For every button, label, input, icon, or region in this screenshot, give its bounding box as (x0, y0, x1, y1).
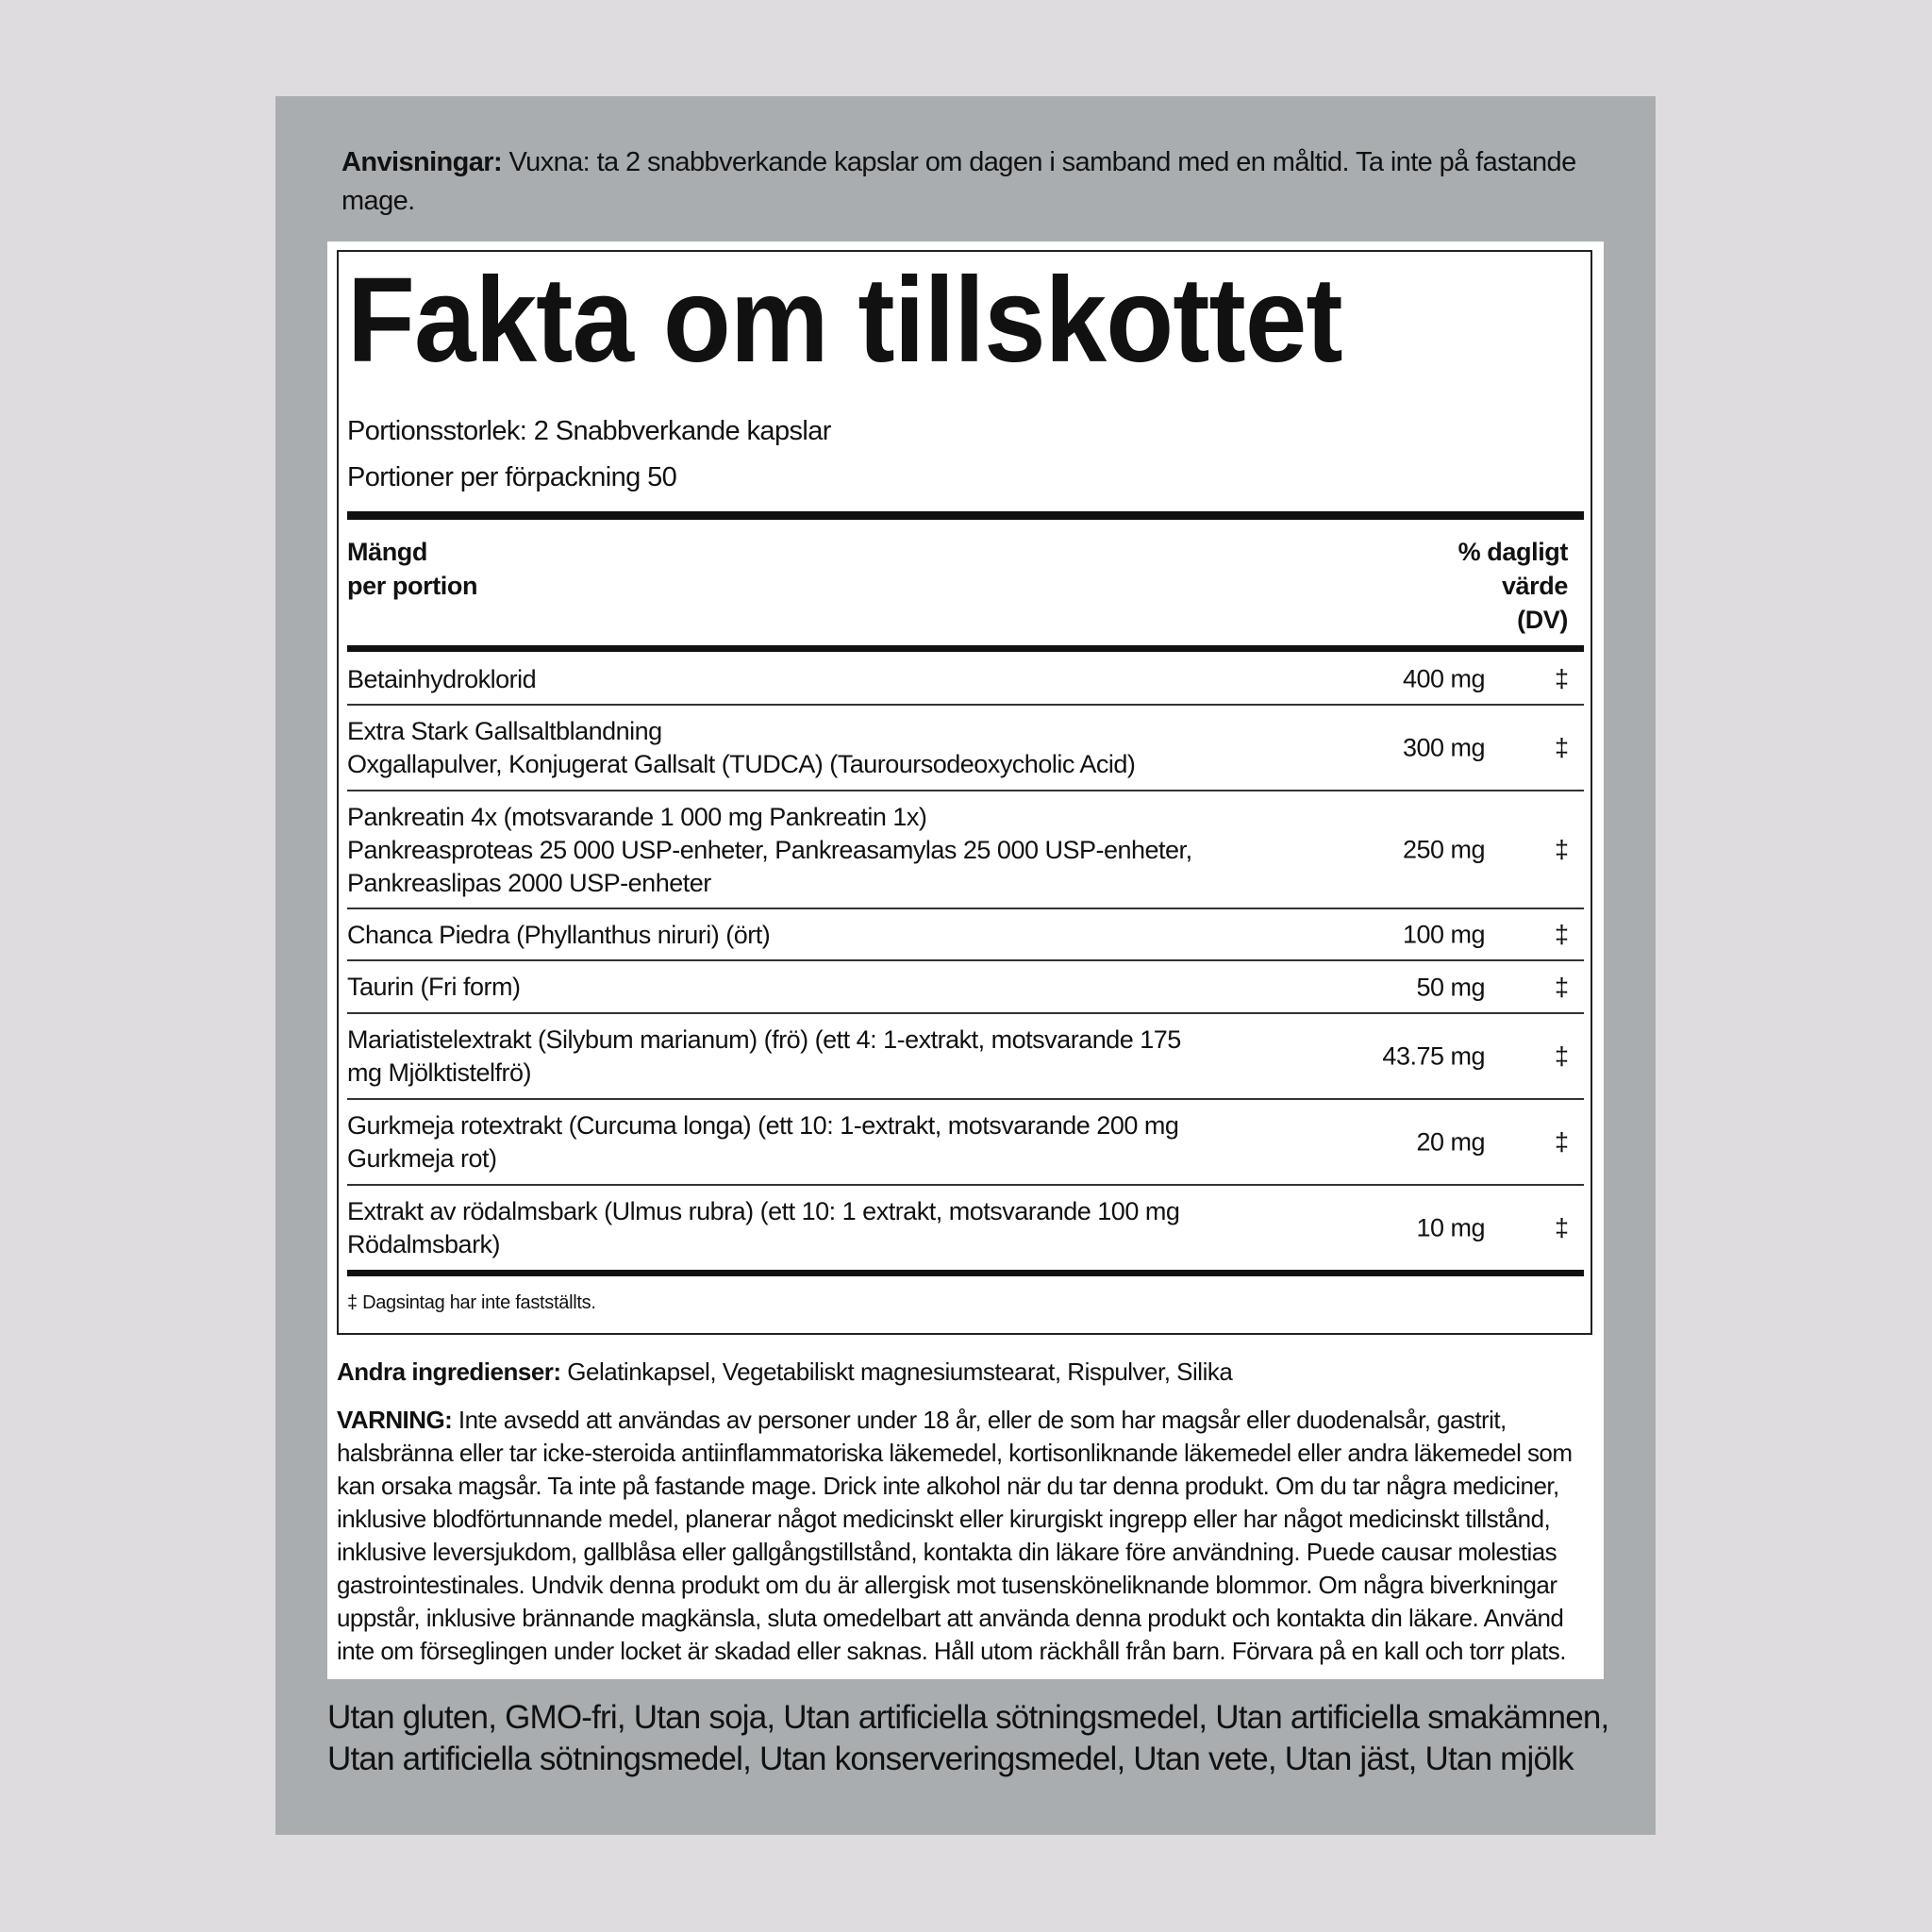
thick-rule-top (347, 511, 1584, 520)
free-from-claims: Utan gluten, GMO-fri, Utan soja, Utan artificiella sötningsmedel, Utan artificiella smakämnen, Utan artificiella sötningsmedel, Utan konserveringsmedel, Utan vete, Utan jäst, Utan mjölk (327, 1699, 1609, 1777)
ingredient-name: Gurkmeja rotextrakt (Curcuma longa) (ett 10: 1-extrakt, motsvarande 200 mg (347, 1111, 1179, 1140)
ingredient-name: Mariatistelextrakt (Silybum marianum) (frö) (ett 4: 1-extrakt, motsvarande 175 (347, 1025, 1181, 1054)
ingredient-amount: 20 mg (1416, 1127, 1485, 1157)
ingredient-name: Pankreatin 4x (motsvarande 1 000 mg Pankreatin 1x) (347, 802, 927, 831)
servings-per-container: Portioner per förpackning 50 (347, 462, 677, 492)
row-divider (347, 908, 1584, 909)
warning-label: VARNING: (337, 1406, 453, 1434)
facts-title: Fakta om tillskottet (347, 253, 1342, 388)
ingredient-detail: Rödalmsbark) (347, 1230, 501, 1258)
row-divider (347, 1098, 1584, 1100)
ingredient-amount: 43.75 mg (1382, 1041, 1485, 1071)
ingredient-dv: ‡ (1554, 664, 1569, 693)
table-row (347, 792, 1584, 908)
ingredient-dv: ‡ (1554, 733, 1569, 762)
row-divider (347, 959, 1584, 961)
ingredient-name: Extra Stark Gallsaltblandning (347, 717, 662, 745)
table-row (347, 1101, 1584, 1184)
ingredient-amount: 250 mg (1402, 835, 1485, 864)
ingredient-name: Taurin (Fri form) (347, 973, 521, 1001)
ingredient-name: Betainhydroklorid (347, 664, 537, 693)
table-row (347, 654, 1584, 705)
row-divider (347, 704, 1584, 706)
header-dv-line2: värde (1501, 572, 1568, 600)
header-amount-line1: Mängd (347, 538, 427, 566)
ingredient-dv: ‡ (1554, 920, 1569, 949)
ingredient-dv: ‡ (1554, 973, 1569, 1001)
table-row (347, 1187, 1584, 1270)
row-divider (347, 1184, 1584, 1186)
directions-text: Vuxna: ta 2 snabbverkande kapslar om dagen i samband med en måltid. Ta inte på fastande mage. (341, 147, 1576, 216)
ingredient-name: Chanca Piedra (Phyllanthus niruri) (ört) (347, 920, 771, 949)
ingredient-dv: ‡ (1554, 1127, 1569, 1157)
ingredient-detail: Oxgallapulver, Konjugerat Gallsalt (TUDCA) (Tauroursodeoxycholic Acid) (347, 750, 1136, 778)
other-ingredients-text: Gelatinkapsel, Vegetabiliskt magnesiumstearat, Rispulver, Silika (560, 1357, 1233, 1386)
header-amount (347, 535, 477, 603)
row-divider (347, 790, 1584, 791)
directions-label: Anvisningar: (341, 147, 503, 177)
dv-footnote: ‡ Dagsintag har inte fastställts. (347, 1292, 596, 1313)
ingredient-dv: ‡ (1554, 1041, 1569, 1071)
other-ingredients-label: Andra ingredienser: (337, 1357, 561, 1386)
warning (337, 1404, 1591, 1668)
header-dv (1415, 535, 1568, 637)
warning-text: Inte avsedd att användas av personer under 18 år, eller de som har magsår eller duodenalsår, gastrit, halsbränna eller tar icke-steroida antiinflammatoriska läkemedel, kortisonliknande läkemedel eller andra läkemedel som kan orsaka magsår. Ta inte på fastande mage. Drick inte alkohol när du tar denna produkt. Om du tar några mediciner, inklusive blodförtunnande medel, planerar något medicinskt eller kirurgiskt ingrepp eller har något medicinskt tillstånd, inklusive leversjukdom, gallblåsa eller gallgångstillstånd, kontakta din läkare före användning. Puede causar molestias gastrointestinales. Undvik denna produkt om du är allergisk mot tusensköneliknande blommor. Om några biverkningar uppstår, inklusive brännande magkänsla, sluta omedelbart att använda denna produkt och kontakta din läkare. Använd inte om förseglingen under locket är skadad eller saknas. Håll utom räckhåll från barn. Förvara på en kall och torr plats. (337, 1406, 1573, 1665)
directions (341, 143, 1596, 221)
ingredient-detail: Gurkmeja rot) (347, 1144, 497, 1173)
table-row (347, 707, 1584, 790)
ingredient-amount: 100 mg (1402, 920, 1485, 949)
table-row (347, 962, 1584, 1012)
serving-size: Portionsstorlek: 2 Snabbverkande kapslar (347, 416, 831, 446)
ingredient-dv: ‡ (1554, 835, 1569, 864)
ingredient-detail: Pankreaslipas 2000 USP-enheter (347, 868, 711, 897)
table-row (347, 910, 1584, 959)
header-amount-line2: per portion (347, 572, 478, 600)
ingredient-amount: 50 mg (1416, 973, 1485, 1001)
ingredient-amount: 10 mg (1416, 1213, 1485, 1242)
thick-rule-header (347, 645, 1584, 652)
header-dv-line1: % dagligt (1457, 538, 1568, 566)
ingredient-amount: 300 mg (1402, 733, 1485, 762)
row-divider (347, 1012, 1584, 1014)
table-row (347, 1015, 1584, 1098)
header-dv-line3: (DV) (1517, 606, 1568, 634)
ingredient-detail: Pankreasproteas 25 000 USP-enheter, Pankreasamylas 25 000 USP-enheter, (347, 835, 1192, 864)
thick-rule-bottom (347, 1270, 1584, 1276)
ingredient-name: Extrakt av rödalmsbark (Ulmus rubra) (ett 10: 1 extrakt, motsvarande 100 mg (347, 1197, 1180, 1225)
ingredient-detail: mg Mjölktistelfrö) (347, 1058, 532, 1087)
ingredient-amount: 400 mg (1402, 664, 1485, 693)
other-ingredients (337, 1356, 1591, 1388)
ingredient-dv: ‡ (1554, 1213, 1569, 1242)
